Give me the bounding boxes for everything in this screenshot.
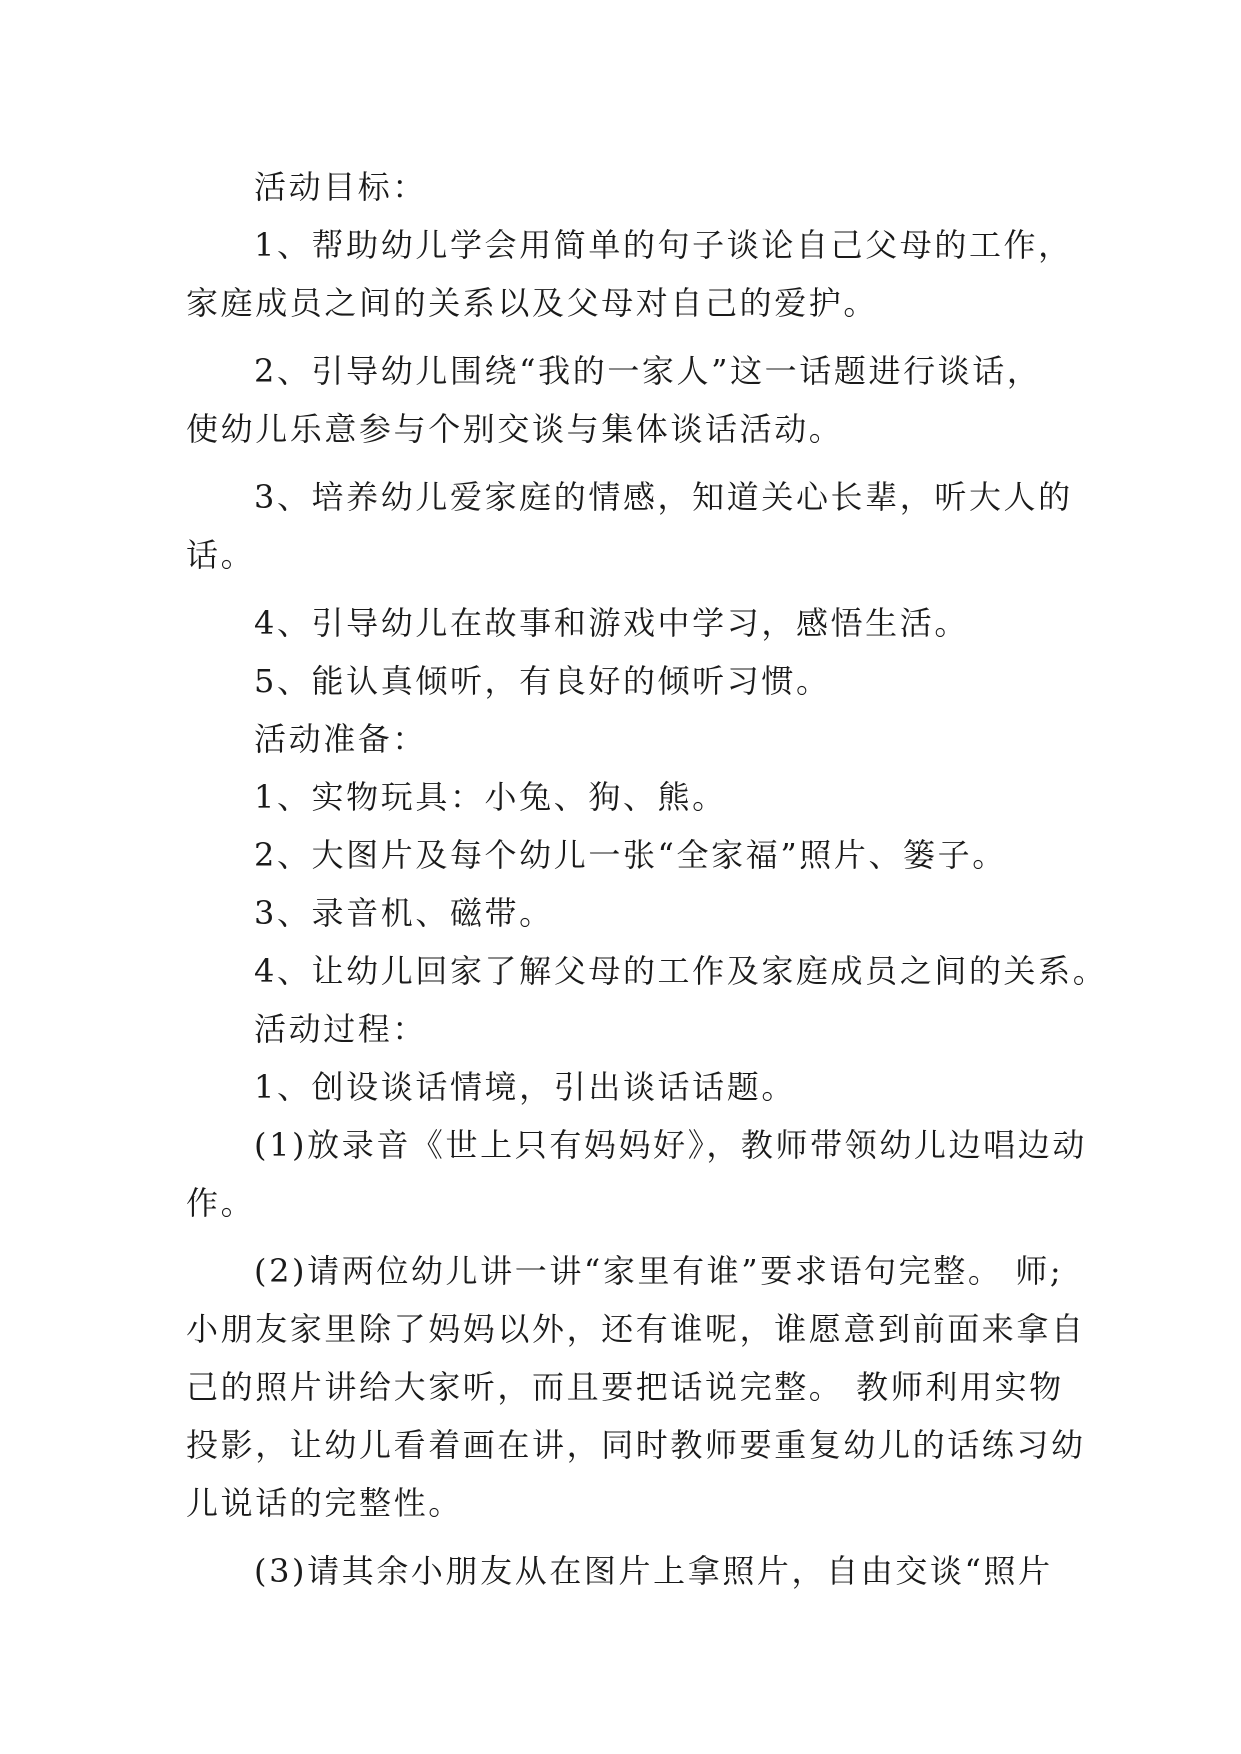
text-line: 1、帮助幼儿学会用简单的句子谈论自己父母的工作， bbox=[254, 226, 1073, 264]
document-body bbox=[186, 158, 1108, 1600]
text-line: 己的照片讲给大家听，而且要把话说完整。 教师利用实物 bbox=[186, 1368, 1064, 1406]
text-line: 4、引导幼儿在故事和游戏中学习，感悟生活。 bbox=[254, 604, 969, 642]
text-line: 3、培养幼儿爱家庭的情感，知道关心长辈，听大人的 bbox=[254, 478, 1073, 516]
text-line: 2、大图片及每个幼儿一张“全家福”照片、篓子。 bbox=[254, 836, 1007, 874]
text-line: 活动目标： bbox=[254, 168, 428, 206]
text-line: 话。 bbox=[186, 536, 256, 574]
text-line: 5、能认真倾听，有良好的倾听习惯。 bbox=[254, 662, 831, 700]
text-line: 儿说话的完整性。 bbox=[186, 1484, 463, 1522]
text-line: 投影，让幼儿看着画在讲，同时教师要重复幼儿的话练习幼 bbox=[186, 1426, 1086, 1464]
text-line: 活动过程： bbox=[254, 1010, 428, 1048]
text-line: 4、让幼儿回家了解父母的工作及家庭成员之间的关系。 bbox=[254, 952, 1108, 990]
text-line: 2、引导幼儿围绕“我的一家人”这一话题进行谈话， bbox=[254, 352, 1042, 390]
text-line: 1、创设谈话情境，引出谈话话题。 bbox=[254, 1068, 796, 1106]
text-line: 1、实物玩具：小兔、狗、熊。 bbox=[254, 778, 727, 816]
text-line: 小朋友家里除了妈妈以外，还有谁呢，谁愿意到前面来拿自 bbox=[186, 1310, 1086, 1348]
text-line: 家庭成员之间的关系以及父母对自己的爱护。 bbox=[186, 284, 879, 322]
text-line: (3)请其余小朋友从在图片上拿照片，自由交谈“照片 bbox=[254, 1552, 1053, 1590]
text-line: (1)放录音《世上只有妈妈好》，教师带领幼儿边唱边动 bbox=[254, 1126, 1087, 1164]
text-line: 使幼儿乐意参与个别交谈与集体谈话活动。 bbox=[186, 410, 844, 448]
text-line: 3、录音机、磁带。 bbox=[254, 894, 554, 932]
text-line: 作。 bbox=[186, 1184, 256, 1222]
text-line: 活动准备： bbox=[254, 720, 428, 758]
text-line: (2)请两位幼儿讲一讲“家里有谁”要求语句完整。 师; bbox=[254, 1252, 1064, 1290]
